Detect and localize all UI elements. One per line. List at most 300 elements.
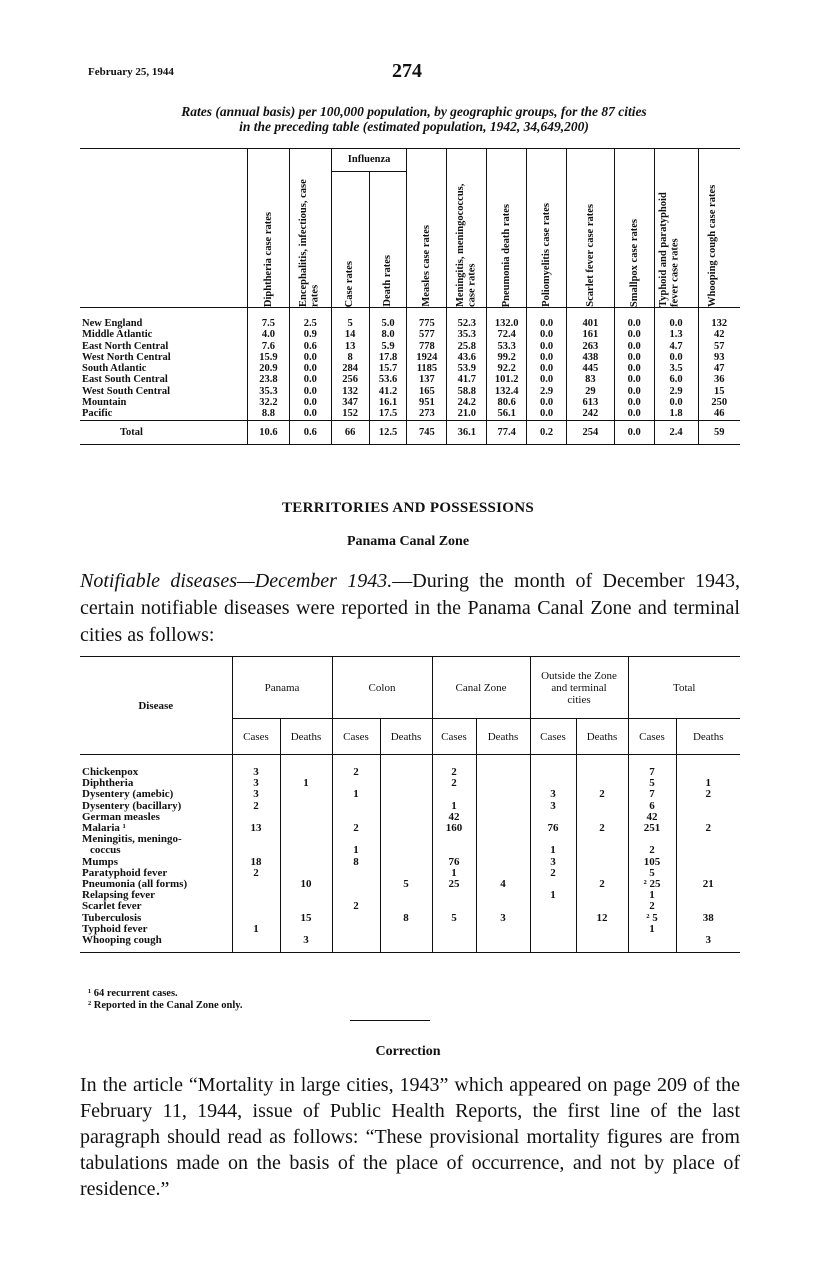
disease-cell: 1 [332,845,380,856]
rate-cell: 132.0 [487,318,527,329]
disease-cell: 3 [530,801,576,812]
disease-row [80,789,740,800]
disease-cell: ² 5 [628,913,676,924]
disease-cell [280,834,332,845]
disease-cell: 1 [232,924,280,935]
disease-cell [232,879,280,890]
rate-cell: 0.0 [527,329,567,340]
rate-cell: 20.9 [247,363,289,374]
disease-label: Whooping cough [82,934,162,947]
disease-cell: 5 [432,913,476,924]
disease-cell: 1 [530,845,576,856]
disease-cell: 4 [476,879,530,890]
disease-cell [530,924,576,935]
rate-cell: 0.2 [527,420,567,444]
header-date: February 25, 1944 [88,66,174,78]
rate-cell: 165 [407,386,447,397]
disease-cell: 1 [280,778,332,789]
disease-cell [676,834,740,845]
region-label: East North Central [82,340,169,352]
rate-cell: 4.0 [247,329,289,340]
disease-cell [232,890,280,901]
disease-cell: 3 [476,913,530,924]
region-label: West South Central [82,385,171,397]
disease-cell [380,812,432,823]
disease-cell: 3 [676,935,740,946]
sub-header-deaths: Deaths [676,719,740,755]
sub-header-cases: Cases [332,719,380,755]
rate-cell: 0.0 [527,341,567,352]
col-header-whooping-cough: Whooping cough case rates [707,184,719,307]
disease-cell [676,890,740,901]
disease-cell: 12 [576,913,628,924]
rate-cell: 0.0 [527,352,567,363]
rate-cell: 10.6 [247,420,289,444]
rate-cell: 46 [698,408,740,420]
rate-cell: 2.9 [527,386,567,397]
disease-cell [576,834,628,845]
disease-label: Dysentery (bacillary) [82,799,182,812]
disease-cell [432,924,476,935]
disease-cell: 2 [628,845,676,856]
rate-cell: 0.0 [289,363,331,374]
disease-cell: 2 [432,767,476,778]
rate-cell: 5 [331,318,369,329]
disease-cell [476,767,530,778]
notifiable-paragraph [80,568,740,649]
disease-cell [676,801,740,812]
disease-cell [380,834,432,845]
rates-row [80,363,740,374]
disease-cell [380,890,432,901]
rate-cell: 0.0 [289,352,331,363]
disease-cell [432,890,476,901]
rate-cell: 36 [698,374,740,385]
spacer-row [80,946,740,953]
sub-header-cases: Cases [530,719,576,755]
disease-cell [280,901,332,912]
rate-cell: 0.0 [527,374,567,385]
rate-cell: 1.8 [654,408,698,420]
disease-cell: 42 [432,812,476,823]
rate-cell: 0.0 [614,329,654,340]
disease-cell [476,812,530,823]
region-header [80,149,247,308]
disease-cell [676,901,740,912]
correction-text: In the article “Mortality in large cities, 1943” which appeared on page 209 of the February 11, 1944, issue of Public Health Reports, the first line of the last paragraph should read as follows: “These provisional mortality figures are from tabulations made on the basis of the place of occurrence, and not by place of residence.” [80,1074,740,1200]
correction-title: Correction [375,1044,441,1059]
rate-cell: 8.8 [247,408,289,420]
rate-cell: 0.0 [614,386,654,397]
disease-cell [380,823,432,834]
disease-cell [380,801,432,812]
disease-row [80,890,740,901]
rate-cell: 17.5 [369,408,407,420]
rate-cell: 32.2 [247,397,289,408]
disease-cell: 7 [628,789,676,800]
sub-header-deaths: Deaths [380,719,432,755]
rates-row [80,397,740,408]
disease-cell [476,789,530,800]
disease-cell: 2 [332,901,380,912]
rate-cell: 15.9 [247,352,289,363]
disease-cell [576,857,628,868]
rate-cell: 52.3 [447,318,487,329]
disease-cell: 1 [676,778,740,789]
disease-cell [380,901,432,912]
disease-label: Diphtheria [82,777,134,790]
disease-cell [676,857,740,868]
rates-row [80,386,740,397]
rate-cell: 0.0 [614,420,654,444]
rate-cell: 0.0 [614,397,654,408]
spacer-row [80,755,740,768]
rate-cell: 0.0 [527,363,567,374]
disease-cell: 160 [432,823,476,834]
disease-cell [380,789,432,800]
region-label: West North Central [82,351,171,363]
rate-cell: 0.0 [654,318,698,329]
col-header-smallpox: Smallpox case rates [628,218,640,307]
disease-cell [476,778,530,789]
footnote-2: ² Reported in the Canal Zone only. [88,1000,243,1011]
disease-cell [232,834,280,845]
rate-cell: 1.3 [654,329,698,340]
disease-row [80,935,740,946]
paragraph-body: —During the month of December 1943, certain notifiable diseases were reported in the Panama Canal Zone and terminal cities as follows: [80,570,740,646]
rate-cell: 12.5 [369,420,407,444]
rate-cell: 2.5 [289,318,331,329]
region-label: South Atlantic [82,363,147,375]
disease-cell: 76 [530,823,576,834]
rate-cell: 256 [331,374,369,385]
disease-row [80,801,740,812]
col-header-diphtheria: Diphtheria case rates [262,211,274,307]
rate-cell: 0.0 [654,397,698,408]
rate-cell: 161 [566,329,614,340]
table-caption [88,104,740,134]
rate-cell: 0.0 [527,408,567,420]
disease-cell: 1 [332,789,380,800]
disease-cell: ² 25 [628,879,676,890]
disease-cell [476,924,530,935]
disease-cell [576,890,628,901]
disease-label: Tuberculosis [82,911,142,924]
disease-label: Scarlet fever [82,900,142,913]
rate-cell: 6.0 [654,374,698,385]
rate-cell: 58.8 [447,386,487,397]
rate-cell: 0.9 [289,329,331,340]
disease-label: Meningitis, meningo- [82,833,182,846]
rate-cell: 5.0 [369,318,407,329]
disease-cell [232,901,280,912]
rate-cell: 17.8 [369,352,407,363]
disease-cell: 2 [576,879,628,890]
disease-cell [476,845,530,856]
disease-cell [476,834,530,845]
disease-cell [232,845,280,856]
rate-cell: 41.7 [447,374,487,385]
disease-cell [332,924,380,935]
disease-cell [432,901,476,912]
rate-cell: 438 [566,352,614,363]
rate-cell: 577 [407,329,447,340]
col-header-poliomyelitis: Poliomyelitis case rates [540,203,552,307]
disease-label: Paratyphoid fever [82,866,168,879]
disease-cell: 2 [332,767,380,778]
col-header-typhoid: Typhoid and paratyphoid fever case rates [658,192,681,307]
disease-cell [280,845,332,856]
rate-cell: 21.0 [447,408,487,420]
disease-label: Dysentery (amebic) [82,788,174,801]
disease-cell [628,935,676,946]
rate-cell: 80.6 [487,397,527,408]
rate-cell: 53.9 [447,363,487,374]
disease-cell: 2 [676,789,740,800]
rate-cell: 0.0 [289,397,331,408]
region-label: Middle Atlantic [82,329,153,341]
disease-cell [476,890,530,901]
disease-cell: 13 [232,823,280,834]
rate-cell: 0.0 [289,408,331,420]
disease-cell [530,913,576,924]
disease-cell [432,935,476,946]
section-subtitle: Panama Canal Zone [346,534,470,549]
disease-cell: 15 [280,913,332,924]
rate-cell: 0.0 [527,318,567,329]
disease-cell [432,789,476,800]
disease-cell [676,845,740,856]
group-header-total: Total [628,657,740,719]
rate-cell: 4.7 [654,341,698,352]
disease-label: Chickenpox [82,766,139,778]
col-header-influenza-cases: Case rates [344,260,356,307]
region-label: Total [80,420,247,444]
rate-cell: 16.1 [369,397,407,408]
disease-cell: 3 [232,767,280,778]
disease-cell [576,935,628,946]
disease-cell [476,935,530,946]
disease-row [80,778,740,789]
disease-cell: 5 [628,868,676,879]
rate-cell: 0.0 [614,352,654,363]
disease-cell: 6 [628,801,676,812]
rate-cell: 263 [566,341,614,352]
rates-row [80,341,740,352]
disease-cell: 8 [332,857,380,868]
col-header-encephalitis: Encephalitis, infectious, case rates [298,179,321,307]
disease-cell [432,845,476,856]
rate-cell: 83 [566,374,614,385]
rate-cell: 35.3 [247,386,289,397]
col-header-pneumonia: Pneumonia death rates [501,203,513,307]
disease-cell: 5 [628,778,676,789]
rates-row [80,352,740,363]
rate-cell: 284 [331,363,369,374]
disease-cell [380,935,432,946]
rate-cell: 42 [698,329,740,340]
spacer-row [80,308,740,319]
rate-cell: 15.7 [369,363,407,374]
rate-cell: 1924 [407,352,447,363]
rate-cell: 92.2 [487,363,527,374]
disease-cell [530,935,576,946]
rate-cell: 53.6 [369,374,407,385]
rate-cell: 99.2 [487,352,527,363]
rate-cell: 0.6 [289,420,331,444]
rate-cell: 0.0 [614,318,654,329]
rates-row [80,374,740,385]
rate-cell: 13 [331,341,369,352]
col-header-measles: Measles case rates [421,225,433,307]
disease-label: Pneumonia (all forms) [82,878,188,891]
disease-cell [476,801,530,812]
disease-row [80,857,740,868]
rates-row [80,318,740,329]
rate-cell: 3.5 [654,363,698,374]
disease-cell [380,778,432,789]
rate-cell: 66 [331,420,369,444]
disease-table [80,656,740,953]
rate-cell: 0.0 [654,352,698,363]
disease-cell [380,845,432,856]
disease-cell: 8 [380,913,432,924]
page-number: 274 [392,60,422,82]
rate-cell: 5.9 [369,341,407,352]
region-label: Pacific [82,408,113,420]
disease-cell [380,857,432,868]
rate-cell: 2.4 [654,420,698,444]
influenza-group-header: Influenza [331,149,407,172]
rate-cell: 56.1 [487,408,527,420]
rates-row [80,408,740,420]
col-header-influenza-deaths: Death rates [382,255,394,307]
rate-cell: 41.2 [369,386,407,397]
rate-cell: 0.0 [614,374,654,385]
rate-cell: 7.6 [247,341,289,352]
disease-label: German measles [82,810,160,823]
region-label: East South Central [82,374,168,386]
disease-label: Typhoid fever [82,922,148,935]
group-header-outside: Outside the Zone and terminal cities [530,657,628,719]
disease-cell [380,767,432,778]
section-title: TERRITORIES AND POSSESSIONS [281,500,535,516]
rate-cell: 347 [331,397,369,408]
disease-cell: 2 [232,868,280,879]
rate-cell: 0.0 [614,363,654,374]
disease-cell: 1 [628,890,676,901]
rate-cell: 35.3 [447,329,487,340]
rate-cell: 59 [698,420,740,444]
disease-header: Disease [80,657,232,755]
rate-cell: 254 [566,420,614,444]
rate-cell: 0.6 [289,341,331,352]
disease-cell: 2 [576,823,628,834]
rate-cell: 77.4 [487,420,527,444]
rate-cell: 25.8 [447,341,487,352]
rate-cell: 445 [566,363,614,374]
disease-cell [530,767,576,778]
rate-cell: 24.2 [447,397,487,408]
rate-cell: 2.9 [654,386,698,397]
disease-cell: 3 [280,935,332,946]
disease-cell: 7 [628,767,676,778]
disease-cell: 2 [332,823,380,834]
disease-cell: 3 [232,778,280,789]
sub-header-deaths: Deaths [576,719,628,755]
disease-cell [380,924,432,935]
rate-cell: 137 [407,374,447,385]
disease-cell: 1 [530,890,576,901]
rate-cell: 47 [698,363,740,374]
rate-cell: 132.4 [487,386,527,397]
disease-cell [476,901,530,912]
rate-cell: 1185 [407,363,447,374]
rate-cell: 8.0 [369,329,407,340]
region-label: New England [82,318,143,329]
rate-cell: 93 [698,352,740,363]
rate-cell: 0.0 [614,408,654,420]
disease-row [80,767,740,778]
disease-row [80,812,740,823]
rate-cell: 8 [331,352,369,363]
disease-label: Mumps [82,855,119,868]
disease-cell: 2 [676,823,740,834]
rate-cell: 132 [698,318,740,329]
disease-cell [576,924,628,935]
disease-cell [332,935,380,946]
disease-label: Malaria ¹ [82,822,126,835]
disease-cell [280,789,332,800]
rate-cell: 250 [698,397,740,408]
rate-cell: 0.0 [527,397,567,408]
rate-cell: 0.0 [614,341,654,352]
footnote-1: ¹ 64 recurrent cases. [88,988,178,999]
disease-cell [280,812,332,823]
disease-cell: 38 [676,913,740,924]
group-header-panama: Panama [232,657,332,719]
disease-cell: 1 [432,868,476,879]
disease-cell: 1 [432,801,476,812]
disease-row [80,913,740,924]
disease-row [80,901,740,912]
group-header-colon: Colon [332,657,432,719]
rates-row [80,329,740,340]
disease-cell: 2 [432,778,476,789]
disease-cell: 18 [232,857,280,868]
disease-cell: 105 [628,857,676,868]
disease-cell: 2 [628,901,676,912]
sub-header-cases: Cases [432,719,476,755]
disease-cell [332,801,380,812]
rate-cell: 0.0 [289,374,331,385]
disease-cell [530,901,576,912]
disease-row [80,845,740,856]
disease-cell: 3 [232,789,280,800]
disease-cell [476,857,530,868]
rate-cell: 152 [331,408,369,420]
rate-cell: 53.3 [487,341,527,352]
disease-label: coccus [90,844,121,857]
disease-cell: 21 [676,879,740,890]
rate-cell: 132 [331,386,369,397]
disease-cell: 76 [432,857,476,868]
rate-cell: 36.1 [447,420,487,444]
sub-header-cases: Cases [628,719,676,755]
disease-cell: 3 [530,857,576,868]
disease-cell: 3 [530,789,576,800]
rate-cell: 951 [407,397,447,408]
